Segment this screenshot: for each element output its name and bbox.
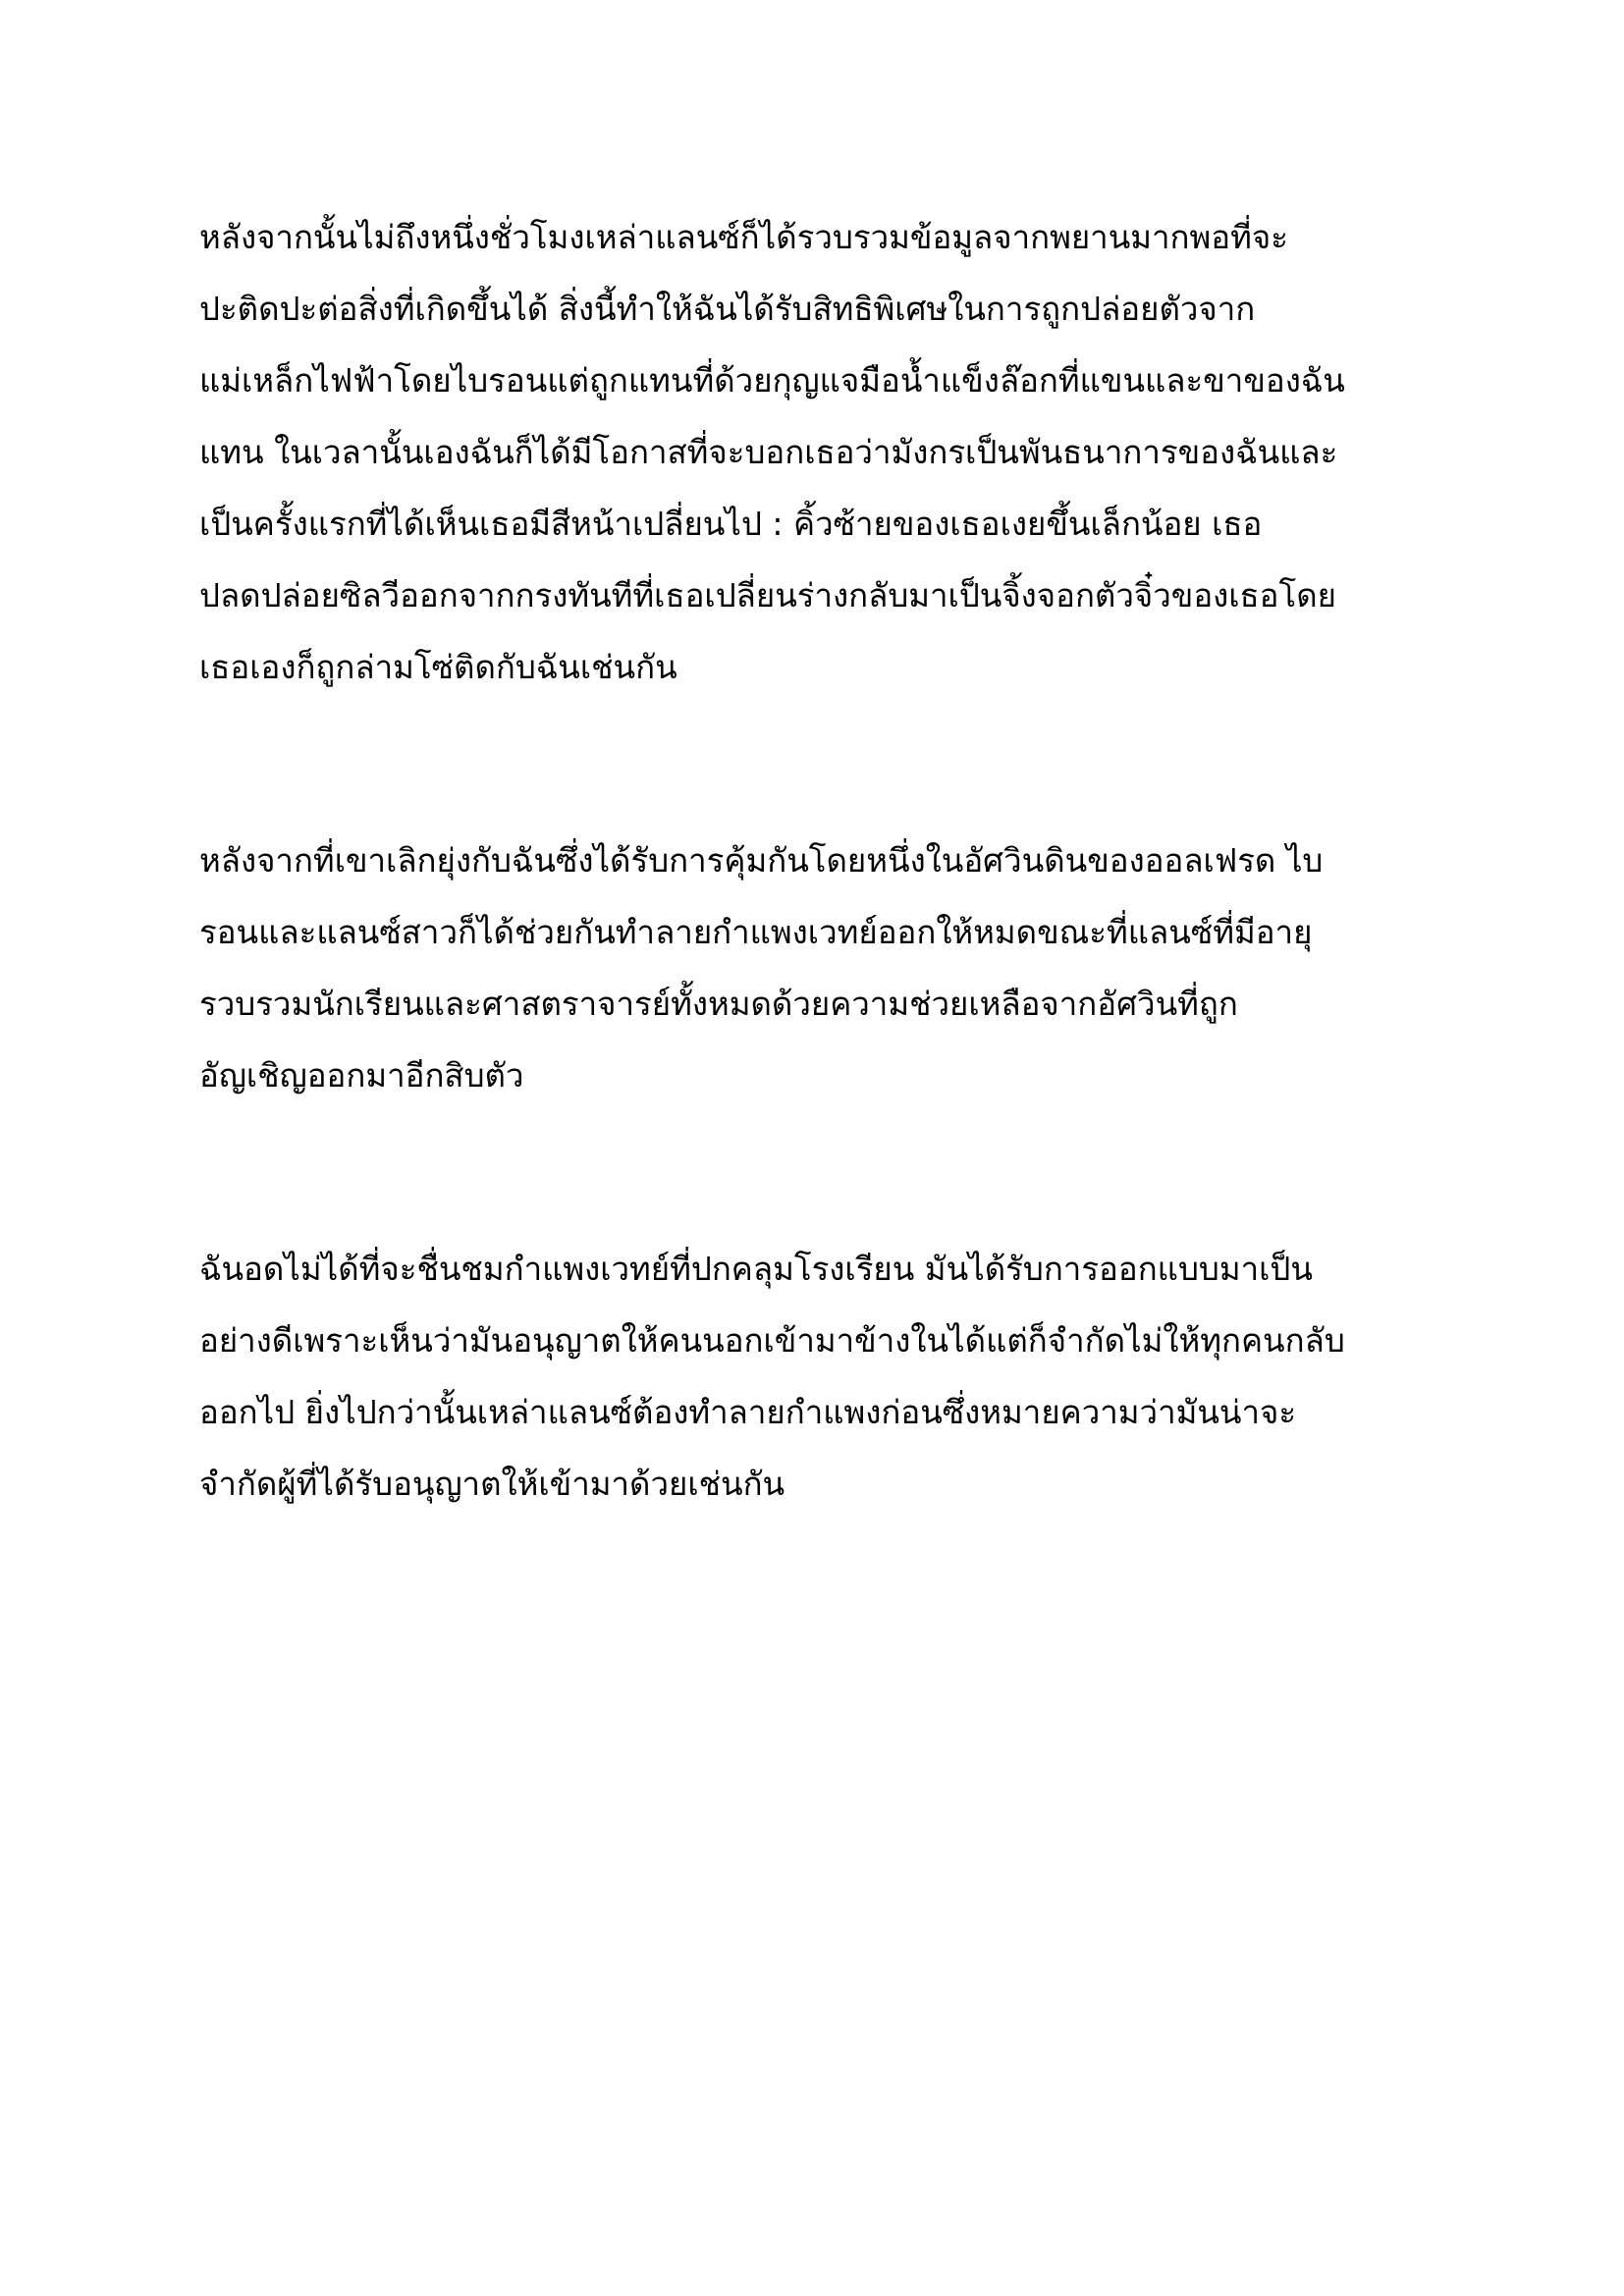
text-line: หลังจากที่เขาเลิกยุ่งกับฉันซึ่งได้รับการคุ้มกันโดยหนึ่งในอัศวินดินของออลเฟรด ไบ — [199, 841, 1324, 880]
document-body — [199, 201, 1476, 1520]
text-line: ฉันอดไม่ได้ที่จะชื่นชมกำแพงเวทย์ที่ปกคลุมโรงเรียน มันได้รับการออกแบบมาเป็น — [199, 1250, 1313, 1288]
text-line: จำกัดผู้ที่ได้รับอนุญาตให้เข้ามาด้วยเช่นกัน — [199, 1465, 785, 1503]
text-line: ออกไป ยิ่งไปกว่านั้นเหล่าแลนซ์ต้องทำลายกำแพงก่อนซึ่งหมายความว่ามันน่าจะ — [199, 1393, 1297, 1431]
paragraph-spacer — [199, 1111, 1476, 1233]
text-line: อย่างดีเพราะเห็นว่ามันอนุญาตให้คนนอกเข้ามาข้างในได้แต่ก็จำกัดไม่ให้ทุกคนกลับ — [199, 1321, 1345, 1360]
paragraph-2 — [199, 825, 1476, 1111]
text-line: อัญเชิญออกมาอีกสิบตัว — [199, 1056, 524, 1095]
text-line: หลังจากนั้นไม่ถึงหนึ่งชั่วโมงเหล่าแลนซ์ก็ได้รวบรวมข้อมูลจากพยานมากพอที่จะ — [199, 218, 1288, 256]
text-line: แทน ในเวลานั้นเองฉันก็ได้มีโอกาสที่จะบอกเธอว่ามังกรเป็นพันธนาการของฉันและ — [199, 433, 1338, 471]
text-line: รอนและแลนซ์สาวก็ได้ช่วยกันทำลายกำแพงเวทย์ออกให้หมดขณะที่แลนซ์ที่มีอายุ — [199, 913, 1313, 951]
paragraph-3 — [199, 1233, 1476, 1520]
paragraph-spacer — [199, 703, 1476, 825]
text-line: แม่เหล็กไฟฟ้าโดยไบรอนแต่ถูกแทนที่ด้วยกุญแจมือน้ำแข็งล๊อกที่แขนและขาของฉัน — [199, 361, 1345, 400]
text-line: รวบรวมนักเรียนและศาสตราจารย์ทั้งหมดด้วยความช่วยเหลือจากอัศวินที่ถูก — [199, 985, 1238, 1023]
text-line: เธอเองก็ถูกล่ามโซ่ติดกับฉันเช่นกัน — [199, 648, 677, 686]
text-line: ปะติดปะต่อสิ่งที่เกิดขึ้นได้ สิ่งนี้ทำให้ฉันได้รับสิทธิพิเศษในการถูกปล่อยตัวจาก — [199, 290, 1256, 328]
paragraph-1 — [199, 201, 1476, 703]
text-line: เป็นครั้งแรกที่ได้เห็นเธอมีสีหน้าเปลี่ยนไป : คิ้วซ้ายของเธอเงยขึ้นเล็กน้อย เธอ — [199, 505, 1263, 543]
text-line: ปลดปล่อยซิลวีออกจากกรงทันทีที่เธอเปลี่ยนร่างกลับมาเป็นจิ้งจอกตัวจิ๋วของเธอโดย — [199, 576, 1336, 614]
